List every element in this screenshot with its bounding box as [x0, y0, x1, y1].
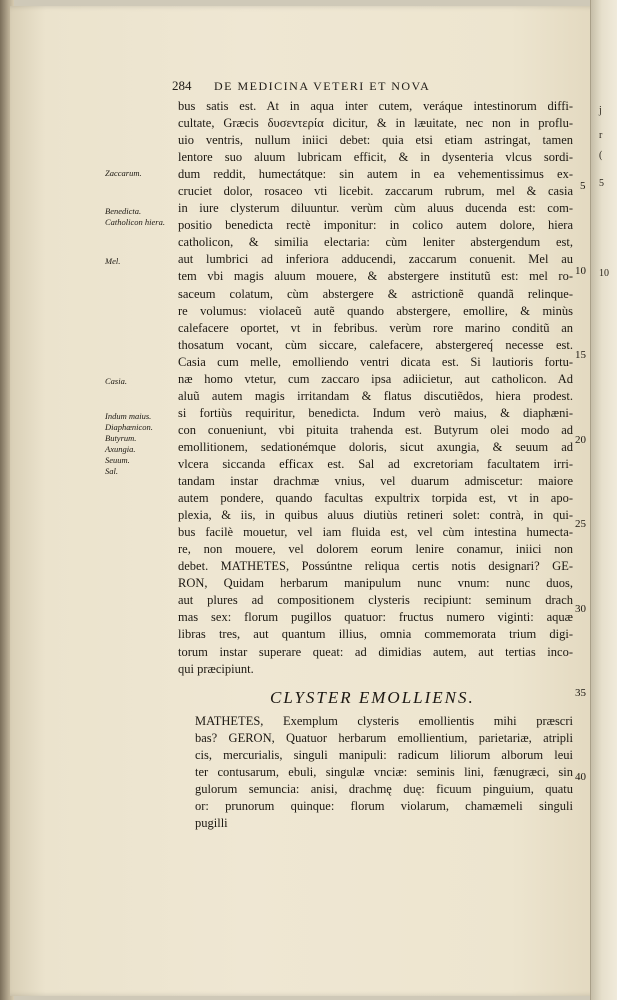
text-line: in iure clysterum diluuntur. verùm cùm aluus ducenda est: com-: [178, 201, 573, 216]
running-title: DE MEDICINA VETERI ET NOVA: [214, 79, 431, 93]
text-line: Casia cum melle, emolliendo ventri dicata est. Si lautioris fortu-: [178, 354, 573, 369]
text-line: vlcera siccanda efficax est. Sal ad excretoriam facultatem irri-: [178, 456, 573, 471]
line-number: 30: [575, 603, 586, 615]
text-line: uio ventris, nullum iniici debet: quia etsi etiam astringat, tamen: [178, 133, 573, 148]
line-number: 25: [575, 518, 586, 530]
text-line: gulorum semuncia: anisi, drachmę duę: ficuum pinguium, quatu: [195, 782, 573, 797]
margin-note: Mel.: [105, 256, 121, 266]
line-number: 20: [575, 434, 586, 446]
text-line: RON, Quidam herbarum manipulum nunc vnum: nunc duos,: [178, 576, 573, 591]
line-number: 5: [580, 180, 586, 192]
text-line: pugilli: [195, 816, 228, 831]
text-line: qui præcipiunt.: [178, 661, 254, 676]
text-line: re volumus: violaceũ autẽ quando abstergere, emollire, & minùs: [178, 303, 573, 318]
text-line: cis, mercurialis, singuli manipuli: radicum liliorum alborum leui: [195, 748, 573, 763]
margin-note: Butyrum.: [105, 433, 137, 443]
text-line: torum instar superare queat: ad dimidias autem, aut tertias inco-: [178, 644, 573, 659]
text-line: tem vbi magis aluum mouere, & abstergere institutũ est: mel ro-: [178, 269, 573, 284]
line-number: 15: [575, 349, 586, 361]
text-line: mas sex: florum pugillos quatuor: fructus numero viginti: aquæ: [178, 610, 573, 625]
margin-note: Sal.: [105, 466, 118, 476]
text-line: aut plures ad compositionem clysteris recipiunt: seminum drach: [178, 593, 573, 608]
margin-note: Seuum.: [105, 455, 130, 465]
text-line: cultate, Græcis δυσεντερία dicitur, & in læuitate, nec non in proflu-: [178, 116, 573, 131]
text-line: aut lumbrici ad inferiora adducendi, zaccarum conuenit. Mel au: [178, 252, 573, 267]
text-line: calefacere oportet, vt in febribus. verùm rore marino conditũ an: [178, 320, 573, 335]
text-line: si fortiùs requiritur, benedicta. Indum verò maius, & diaphæni-: [178, 405, 573, 420]
text-line: cruciet dolor, rosaceo vti licebit. zaccarum rubrum, mel & casia: [178, 184, 573, 199]
section-heading: CLYSTER EMOLLIENS.: [270, 688, 475, 707]
text-line: re, non mouere, vel dolorem eorum lenire conamur, iniici non: [178, 542, 573, 557]
text-line: tandam instar drachmæ vnius, vel duarum admiscetur: maiore: [178, 474, 573, 489]
facing-page-fragment: (: [599, 150, 603, 161]
line-number: 35: [575, 687, 586, 699]
facing-page-fragment: 10: [599, 268, 609, 279]
facing-page-edge: [590, 0, 617, 1000]
page-number: 284: [172, 78, 192, 93]
line-number: 40: [575, 771, 586, 783]
text-line: lentore suo aluum lubricam efficit, & in dysenteria vlcus sordi-: [178, 150, 573, 165]
margin-note: Diaphænicon.: [105, 422, 153, 432]
text-line: debet. MATHETES, Possúntne reliqua certis notis designari? GE-: [178, 559, 573, 574]
margin-note: Catholicon hiera.: [105, 217, 165, 227]
margin-note: Zaccarum.: [105, 168, 142, 178]
text-line: bus satis est. At in aqua inter cutem, veráque intestinorum diffi-: [178, 99, 573, 113]
line-number: 10: [575, 265, 586, 277]
text-line: næ homo vtetur, cum zaccaro ipsa adiicietur, aut catholicon. Ad: [178, 371, 573, 386]
text-line: catholicon, & similia electaria: cùm leniter abstergendum est,: [178, 235, 573, 250]
text-line: MATHETES, Exemplum clysteris emollientis mihi præscri: [195, 714, 573, 728]
margin-note: Casia.: [105, 376, 127, 386]
text-line: or: prunorum quinque: florum violarum, chamæmeli singuli: [195, 799, 573, 814]
facing-page-fragment: 5: [599, 178, 604, 189]
margin-note: Benedicta.: [105, 206, 142, 216]
text-line: saceum colatum, cùm abstergere & astrictionẽ quandã relinque-: [178, 286, 573, 301]
recipe-text-block: [195, 713, 573, 832]
running-head: [172, 78, 577, 94]
text-line: emollitionem, sedationémque doloris, sicut axungia, & seuum ad: [178, 439, 573, 454]
text-line: plexia, & iis, in quibus aluus diutiùs retineri solet: contrà, in qui-: [178, 508, 573, 523]
text-line: positio benedicta rectè imponitur: in colico autem dolore, hiera: [178, 218, 573, 233]
main-text-block: [178, 98, 573, 678]
facing-page-fragment: j: [599, 105, 602, 116]
text-line: bas? GERON, Quatuor herbarum emollientium, parietariæ, atripli: [195, 731, 573, 746]
margin-note: Axungia.: [105, 444, 136, 454]
text-line: libras tres, aut quantum illius, omnia commemorata trium digi-: [178, 627, 573, 642]
text-line: con conueniunt, vbi pituita trahenda est. Butyrum olei modo ad: [178, 422, 573, 437]
text-line: aluũ autem magis irritandam & flatus discutiẽdos, hiera prodest.: [178, 388, 573, 403]
text-line: thosatum vocant, cùm siccare, calefacere, abstergereq́ necesse est.: [178, 337, 573, 352]
facing-page-fragment: r: [599, 130, 603, 141]
text-line: ter contusarum, ebuli, singulæ vnciæ: seminis lini, fænugræci, sin: [195, 765, 573, 780]
margin-note: Indum maius.: [105, 411, 152, 421]
text-line: dum reddit, humectátque: sin autem in ea vehementissimus ex-: [178, 167, 573, 182]
text-line: autem pondere, quando facultas expultrix torpida est, vt in apo-: [178, 491, 573, 506]
text-line: bus facilè mouetur, vel iam fluida est, vel cùm intestina humecta-: [178, 525, 573, 540]
